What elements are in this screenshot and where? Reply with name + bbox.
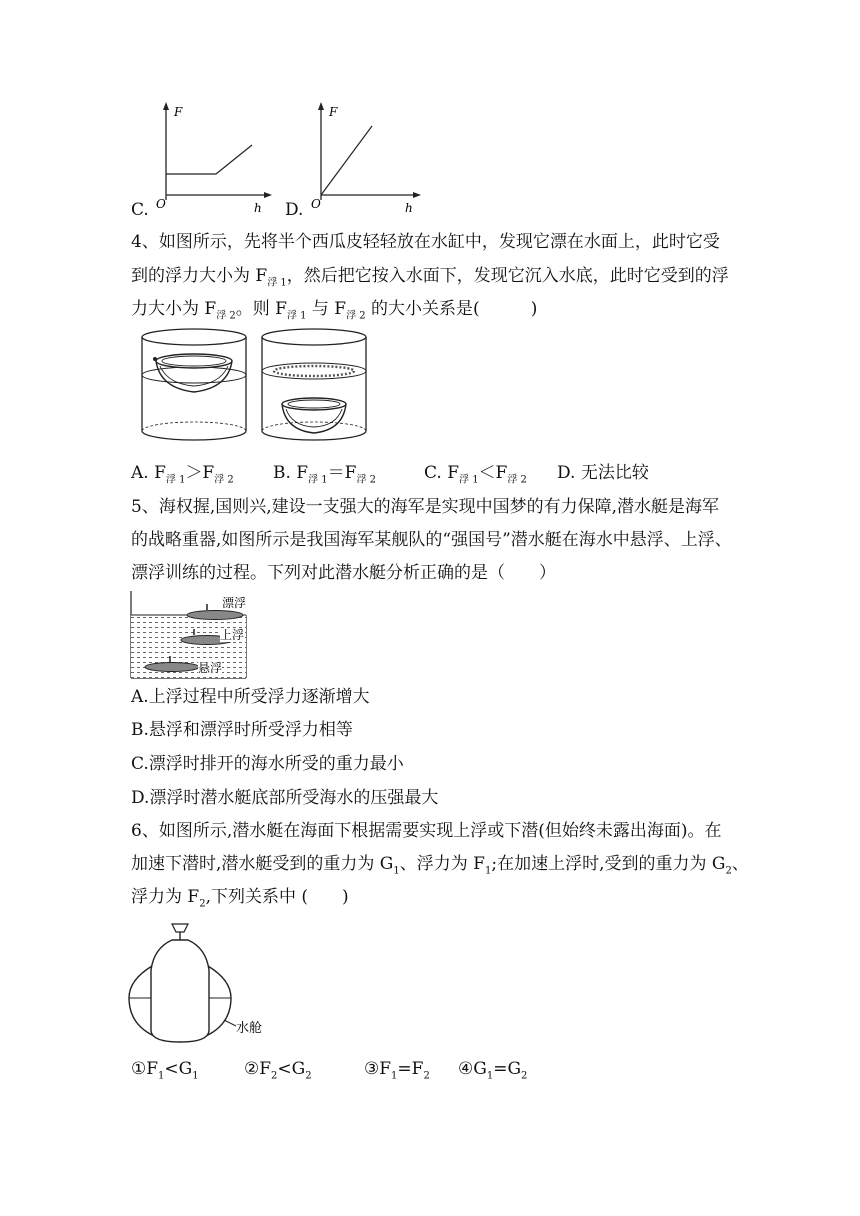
- q4-option-d: D. 无法比较: [557, 463, 649, 483]
- q6-choice-1: $①F_1<G_1$: [131, 1059, 199, 1082]
- axis-o-label: O: [311, 197, 321, 211]
- q4-option-a: A. $F_{浮 1}>F_{浮 2}$: [131, 463, 234, 486]
- q5-option-b: B.悬浮和漂浮时所受浮力相等: [131, 720, 353, 740]
- option-c-label: C.: [131, 200, 149, 220]
- axis-h-label: h: [254, 201, 262, 215]
- q4-line-1: 4、如图所示，先将半个西瓜皮轻轻放在水缸中，发现它漂在水面上，此时它受: [131, 232, 720, 252]
- axis-h-label: h: [405, 201, 413, 215]
- submarine-states-figure: [130, 590, 248, 680]
- q5-option-d: D.漂浮时潜水艇底部所受海水的压强最大: [131, 788, 439, 808]
- q6-choice-2: $②F_2<G_2$: [244, 1059, 312, 1082]
- label-floating: 漂浮: [222, 596, 247, 610]
- q5-line-2: 的战略重器,如图所示是我国海军某舰队的“强国号”潜水艇在海水中悬浮、上浮、: [131, 530, 732, 550]
- q4-line-3: 力大小为 $F_{浮 2}$。则 $F_{浮 1}$ 与 $F_{浮 2}$ 的大小关系是( ): [131, 299, 538, 322]
- q5-option-a: A.上浮过程中所受浮力逐渐增大: [131, 687, 370, 707]
- tank-sunk: [262, 329, 366, 440]
- axis-f-label: F: [174, 105, 183, 119]
- graph-c: [150, 100, 275, 215]
- axis-f-label: F: [329, 105, 338, 119]
- option-d-label: D.: [285, 200, 304, 220]
- q5-line-3: 漂浮训练的过程。下列对此潜水艇分析正确的是（ ）: [131, 563, 556, 583]
- q5-option-c: C.漂浮时排开的海水所受的重力最小: [131, 754, 404, 774]
- q4-line-2: 到的浮力大小为 $F_{浮 1}$，然后把它按入水面下，发现它沉入水底，此时它受到的浮: [131, 266, 729, 289]
- label-water-tank: 水舱: [236, 1021, 263, 1036]
- q4-option-b: B. $F_{浮 1}=F_{浮 2}$: [273, 463, 376, 486]
- watermelon-tanks-figure: [138, 326, 378, 448]
- graph-d: [305, 100, 430, 215]
- label-rising: 上浮: [220, 628, 245, 642]
- q6-line-3: 浮力为 $F_2$,下列关系中 ( ): [131, 887, 349, 910]
- submarine-section-figure: [126, 920, 276, 1055]
- q6-choice-4: $④G_1=G_2$: [458, 1059, 528, 1082]
- label-suspended: 悬浮: [198, 661, 223, 675]
- q6-line-2: 加速下潜时,潜水艇受到的重力为 $G_1$、浮力为 $F_1$;在加速上浮时,受到的重力为 $G_2$、: [131, 854, 749, 877]
- q4-option-c: C. $F_{浮 1}<F_{浮 2}$: [424, 463, 527, 486]
- q5-line-1: 5、海权握,国则兴,建设一支强大的海军是实现中国梦的有力保障,潜水艇是海军: [131, 497, 720, 517]
- q6-line-1: 6、如图所示,潜水艇在海面下根据需要实现上浮或下潜(但始终未露出海面)。在: [131, 821, 722, 841]
- q6-choice-3: $③F_1=F_2$: [364, 1059, 430, 1082]
- axis-o-label: O: [156, 197, 166, 211]
- tank-floating: [142, 329, 246, 440]
